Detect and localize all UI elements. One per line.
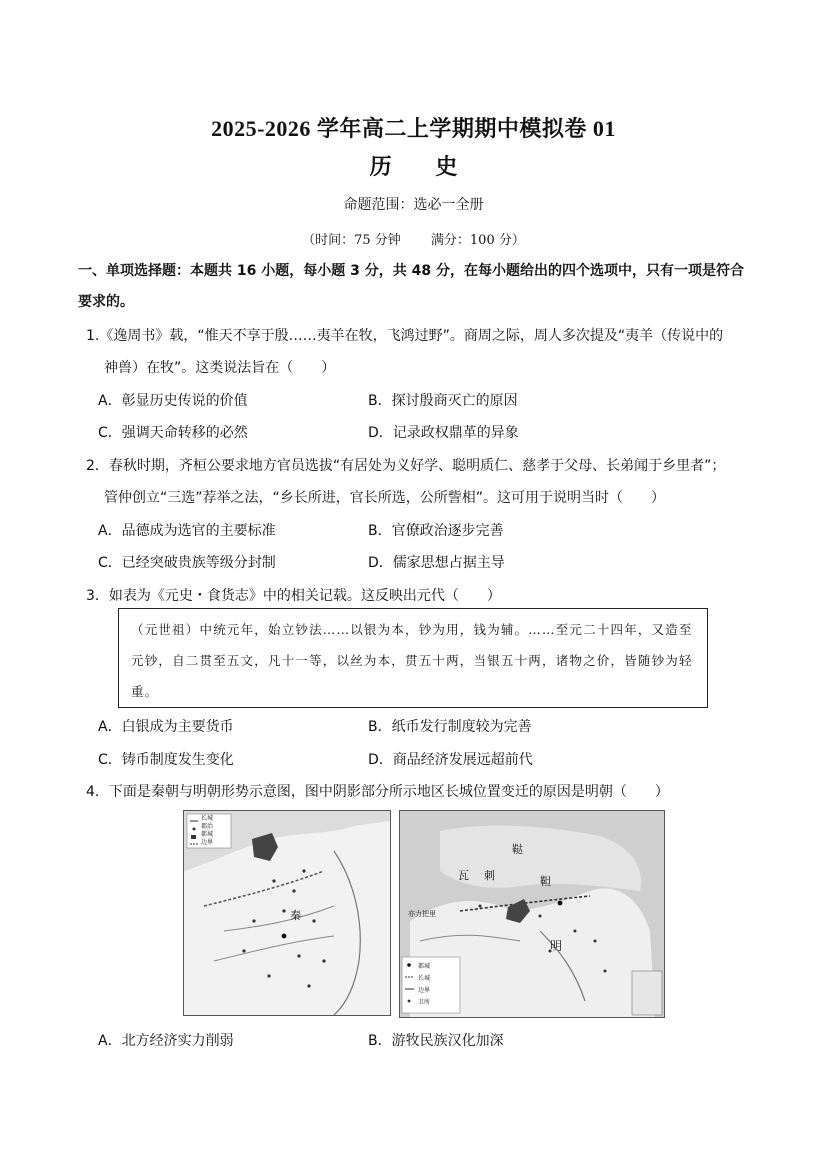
question-3-stem: 3．如表为《元史・食货志》中的相关记载。这反映出元代（ ） <box>86 588 501 604</box>
qin-map-legend: 长城 郡治 都城 边界 <box>201 815 214 846</box>
ming-dynasty-map <box>399 810 665 1018</box>
question-2-option-a[interactable]: A．品德成为选官的主要标准 <box>98 523 276 539</box>
question-2-option-c[interactable]: C．已经突破贵族等级分封制 <box>98 555 276 571</box>
question-3-option-a[interactable]: A．白银成为主要货币 <box>98 719 234 735</box>
ming-map-legend: 都城 长城 边界 卫所 <box>418 963 431 1006</box>
qin-dynasty-map <box>183 810 391 1016</box>
section-heading: 一、单项选择题：本题共 16 小题，每小题 3 分，共 48 分，在每小题给出的四个选项中，只有一项是符合 <box>78 263 744 279</box>
ming-map-label-ta: 靼 <box>540 875 551 888</box>
quote-line-3: 重。 <box>131 684 159 699</box>
exam-subject: 历 史 <box>369 154 476 180</box>
ming-map-label-yilibali: 亦力把里 <box>408 910 436 918</box>
ming-map-label-da: 鞑 <box>512 843 523 856</box>
question-3-option-b[interactable]: B．纸币发行制度较为完善 <box>368 719 532 735</box>
question-3-option-d[interactable]: D．商品经济发展远超前代 <box>368 752 533 768</box>
question-2-option-d[interactable]: D．儒家思想占据主导 <box>368 555 505 571</box>
question-2-stem: 2．春秋时期，齐桓公要求地方官员选拔“有居处为义好学、聪明质仁、慈孝于父母、长弟闻于乡里者”； <box>86 458 726 474</box>
question-1-stem-cont: 神兽）在牧”。这类说法旨在（ ） <box>104 360 336 376</box>
question-4-stem: 4．下面是秦朝与明朝形势示意图，图中阴影部分所示地区长城位置变迁的原因是明朝（ ） <box>86 784 669 800</box>
exam-time-info: （时间：75 分钟 满分：100 分） <box>302 233 525 248</box>
exam-scope: 命题范围：选必一全册 <box>343 197 484 213</box>
ming-map-label-la: 刺 <box>484 869 495 882</box>
quote-line-1: （元世祖）中统元年，始立钞法……以银为本，钞为用，钱为辅。……至元二十四年，又造至 <box>131 622 693 637</box>
question-1-option-d[interactable]: D．记录政权鼎革的异象 <box>368 425 519 441</box>
question-4-option-a[interactable]: A．北方经济实力削弱 <box>98 1033 234 1049</box>
question-2-stem-cont: 管仲创立“三选”荐举之法，“乡长所进，官长所选，公所訾相”。这可用于说明当时（ ） <box>104 490 666 506</box>
ming-map-label-ming: 明 <box>550 939 563 953</box>
question-1-option-c[interactable]: C．强调天命转移的必然 <box>98 425 248 441</box>
section-heading-cont: 要求的。 <box>78 294 134 310</box>
qin-map-label: 秦 <box>290 909 301 922</box>
question-2-option-b[interactable]: B．官僚政治逐步完善 <box>368 523 504 539</box>
question-3-quote-box <box>118 608 708 708</box>
question-3-option-c[interactable]: C．铸币制度发生变化 <box>98 752 234 768</box>
quote-line-2: 元钞，自二贯至五文，凡十一等，以丝为本，贯五十两，当银五十两，诸物之价，皆随钞为轻 <box>131 653 693 668</box>
ming-map-label-wa: 瓦 <box>458 869 469 882</box>
question-1-stem: 1.《逸周书》载，“惟天不享于殷……夷羊在牧，飞鸿过野”。商周之际，周人多次提及“夷羊（传说中的 <box>86 328 724 344</box>
question-4-option-b[interactable]: B．游牧民族汉化加深 <box>368 1033 504 1049</box>
exam-title: 2025-2026 学年高二上学期期中模拟卷 01 <box>211 116 616 141</box>
question-1-option-a[interactable]: A．彰显历史传说的价值 <box>98 393 248 409</box>
question-1-option-b[interactable]: B．探讨殷商灭亡的原因 <box>368 393 518 409</box>
